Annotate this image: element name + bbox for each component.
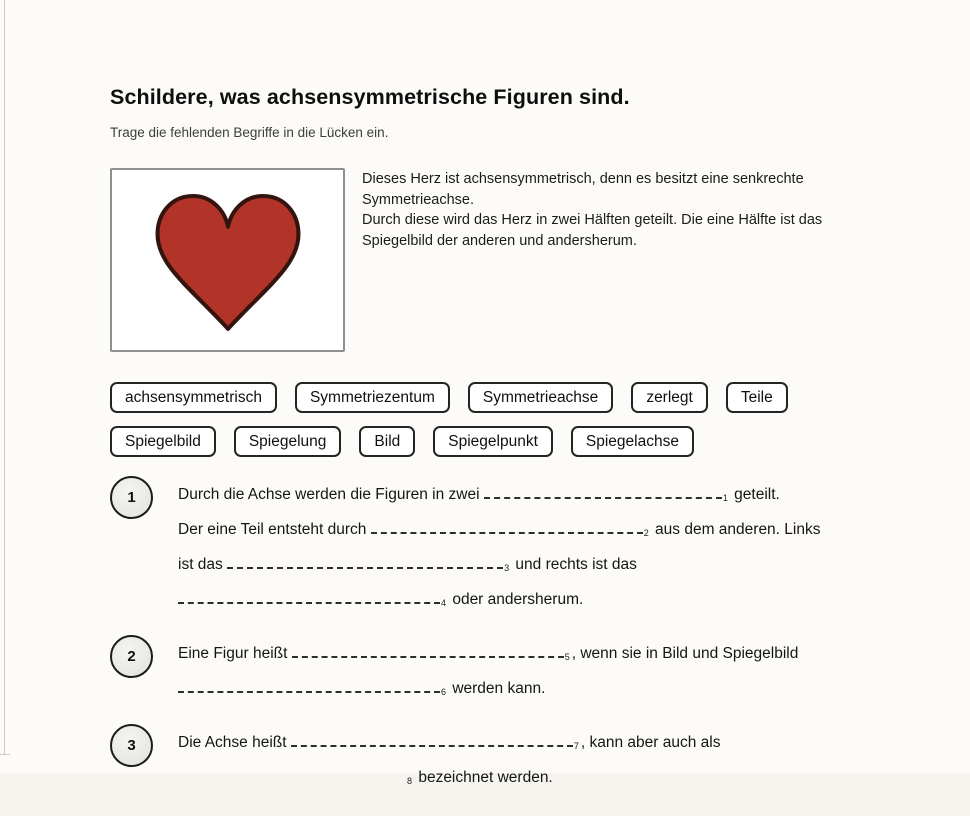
exercise-text: Die Achse heißt: [178, 734, 291, 751]
word-chip[interactable]: Symmetrieachse: [468, 382, 613, 413]
word-chip[interactable]: Bild: [359, 426, 415, 457]
blank-underline: [291, 734, 573, 747]
exercise-line: [178, 673, 798, 708]
exercise-text: , kann aber auch als: [580, 734, 721, 751]
word-chip[interactable]: Spiegelbild: [110, 426, 216, 457]
exercise-line: [178, 638, 798, 673]
blank-field-1[interactable]: [484, 479, 730, 514]
exercise-2: [110, 638, 940, 708]
word-bank: [110, 382, 940, 457]
blank-field-7[interactable]: [291, 727, 581, 762]
worksheet-content: [110, 85, 940, 816]
blank-number: 2: [643, 528, 649, 538]
heart-image-panel: [110, 168, 345, 352]
exercise-line: [178, 479, 820, 514]
word-chip[interactable]: Spiegelpunkt: [433, 426, 553, 457]
blank-underline: [178, 680, 440, 693]
blank-field-4[interactable]: [178, 584, 448, 619]
example-text-line: Spiegelbild der anderen und andersherum.: [362, 232, 637, 249]
exercise-number-badge: 3: [110, 724, 153, 767]
exercise-text: Eine Figur heißt: [178, 645, 292, 662]
word-chip[interactable]: Symmetriezentum: [295, 382, 450, 413]
example-section: [110, 168, 940, 352]
page-left-edge: [4, 0, 5, 754]
word-chip[interactable]: achsensymmetrisch: [110, 382, 277, 413]
exercise-line: [178, 584, 820, 619]
exercise-text: und rechts ist das: [511, 556, 637, 573]
blank-underline: [484, 486, 722, 499]
blank-number: 7: [573, 741, 579, 751]
example-text-line: Durch diese wird das Herz in zwei Hälften geteilt. Die eine Hälfte ist das: [362, 212, 823, 228]
word-chip[interactable]: Spiegelung: [234, 426, 342, 457]
blank-number: 4: [441, 598, 447, 608]
exercise-line: [178, 762, 720, 797]
blank-field-2[interactable]: [371, 514, 651, 549]
exercise-text-lines: [178, 727, 720, 797]
blank-field-5[interactable]: [292, 638, 572, 673]
blank-number: 1: [722, 493, 728, 503]
exercise-text: bezeichnet werden.: [414, 769, 553, 786]
exercise-line: [178, 549, 820, 584]
exercise-text-lines: [178, 638, 798, 708]
heart-icon: [147, 177, 309, 343]
blank-underline: [292, 645, 564, 658]
page-subtitle: Trage die fehlenden Begriffe in die Lücken ein.: [110, 125, 389, 140]
word-bank-row-2: [110, 426, 940, 457]
exercise-text: aus dem anderen. Links: [650, 521, 821, 538]
blank-underline: [371, 521, 643, 534]
example-text-line: Symmetrieachse.: [362, 191, 475, 208]
example-description: [362, 168, 822, 352]
blank-field-6[interactable]: [178, 673, 448, 708]
blank-number: 5: [564, 652, 570, 662]
exercise-1: [110, 479, 940, 619]
blank-field-3[interactable]: [227, 549, 511, 584]
exercise-number-badge: 2: [110, 635, 153, 678]
page-bottom-edge: [0, 754, 10, 755]
word-chip[interactable]: Teile: [726, 382, 788, 413]
blank-underline: [227, 556, 503, 569]
exercise-number-badge: 1: [110, 476, 153, 519]
exercise-text: werden kann.: [448, 680, 546, 697]
exercise-line: [178, 727, 720, 762]
exercise-text-lines: [178, 479, 820, 619]
blank-number: 3: [504, 563, 510, 573]
exercise-text: Durch die Achse werden die Figuren in zwei: [178, 486, 484, 503]
word-chip[interactable]: zerlegt: [631, 382, 708, 413]
blank-number: 6: [441, 687, 447, 697]
exercise-text: ist das: [178, 556, 228, 573]
exercise-3: [110, 727, 940, 797]
exercise-text: , wenn sie in Bild und Spiegelbild: [571, 645, 799, 662]
exercise-text: Der eine Teil entsteht durch: [178, 521, 371, 538]
word-chip[interactable]: Spiegelachse: [571, 426, 694, 457]
line-indent: [178, 781, 406, 782]
example-text-line: Dieses Herz ist achsensymmetrisch, denn es besitzt eine senkrechte: [362, 171, 804, 187]
word-bank-row-1: [110, 382, 940, 413]
exercise-text: geteilt.: [729, 486, 780, 503]
page-title: Schildere, was achsensymmetrische Figuren sind.: [110, 85, 630, 109]
exercise-text: oder andersherum.: [448, 591, 584, 608]
blank-underline: [178, 591, 440, 604]
exercise-line: [178, 514, 820, 549]
exercise-list: [110, 479, 940, 797]
blank-number: 8: [407, 776, 413, 786]
